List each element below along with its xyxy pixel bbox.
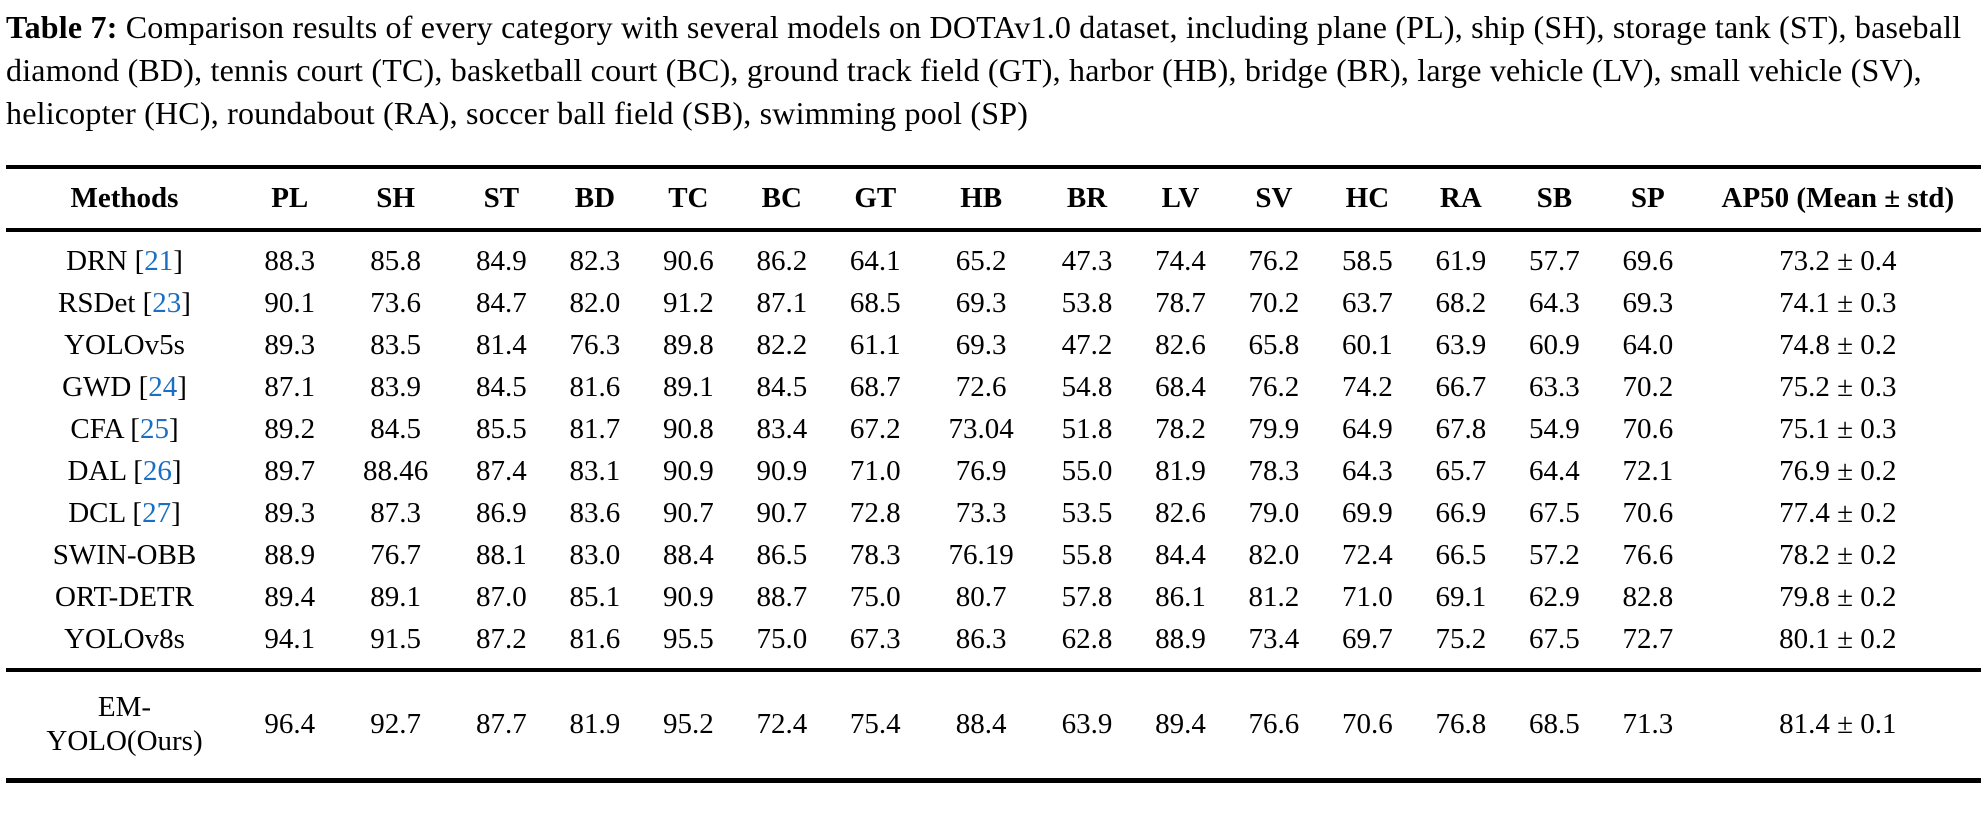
metric-cell: 70.2	[1622, 371, 1674, 403]
metric-cell: 72.4	[1342, 539, 1393, 571]
metric-cell: 87.0	[476, 581, 527, 613]
metric-cell: 86.1	[1155, 581, 1206, 613]
metric-cell: 64.0	[1622, 329, 1674, 361]
method-cell	[6, 618, 243, 670]
metric-cell: 76.8	[1414, 670, 1507, 781]
column-header: TC	[642, 167, 735, 230]
metric-cell: 68.2	[1435, 287, 1487, 319]
metric-cell: 64.1	[849, 245, 901, 277]
table-row	[6, 576, 1981, 618]
metric-cell: 76.2	[1248, 245, 1300, 277]
metric-cell: 76.7	[370, 539, 421, 571]
metric-cell: 72.8	[849, 497, 901, 529]
metric-cell: 83.1	[569, 455, 621, 487]
table-body	[6, 230, 1981, 781]
metric-cell: 76.6	[1227, 670, 1320, 781]
column-header: ST	[455, 167, 548, 230]
metric-cell: 65.2	[955, 245, 1007, 277]
table-row	[6, 450, 1981, 492]
metric-cell: 68.7	[849, 371, 901, 403]
metric-cell: 76.6	[1622, 539, 1674, 571]
citation-link[interactable]: 27	[142, 497, 172, 529]
metric-cell: 90.7	[756, 497, 808, 529]
metric-cell: 54.8	[1061, 371, 1113, 403]
metric-cell: 71.0	[849, 455, 901, 487]
citation-link[interactable]: 23	[152, 287, 182, 319]
table-row	[6, 324, 1981, 366]
citation-link[interactable]: 25	[139, 413, 169, 445]
metric-cell: 70.6	[1622, 413, 1674, 445]
metric-cell: 72.7	[1622, 623, 1674, 655]
metric-cell: 90.7	[662, 497, 714, 529]
method-name: YOLO(Ours)	[46, 725, 203, 757]
method-name: DCL	[68, 497, 126, 529]
method-cell	[6, 576, 243, 618]
metric-cell: 63.3	[1528, 371, 1580, 403]
metric-cell: 72.6	[955, 371, 1007, 403]
metric-cell: 87.1	[264, 371, 316, 403]
metric-cell: 65.7	[1435, 455, 1487, 487]
metric-cell: 66.7	[1435, 371, 1487, 403]
method-cell	[6, 450, 243, 492]
metric-cell: 78.7	[1155, 287, 1206, 319]
metric-cell: 76.19	[948, 539, 1014, 571]
table-row	[6, 670, 1981, 781]
column-header: AP50 (Mean ± std)	[1695, 167, 1981, 230]
metric-cell: 90.9	[756, 455, 808, 487]
table-row	[6, 230, 1981, 282]
citation-link[interactable]: 24	[148, 371, 178, 403]
metric-cell: 76.9	[955, 455, 1007, 487]
metric-cell: 75.4	[829, 670, 922, 781]
metric-cell: 91.5	[370, 623, 421, 655]
table-row	[6, 366, 1981, 408]
metric-cell: 89.1	[662, 371, 714, 403]
method-name: DRN	[66, 245, 128, 277]
metric-cell: 69.3	[1622, 287, 1674, 319]
metric-cell: 64.4	[1528, 455, 1580, 487]
metric-cell: 78.2	[1155, 413, 1206, 445]
metric-cell: 76.2	[1248, 371, 1300, 403]
metric-cell: 89.1	[370, 581, 421, 613]
metric-cell: 83.4	[756, 413, 808, 445]
metric-cell: 79.9	[1248, 413, 1300, 445]
metric-cell: 82.2	[756, 329, 808, 361]
metric-cell: 72.4	[735, 670, 828, 781]
metric-cell: 87.7	[455, 670, 548, 781]
citation-bracket: [25]	[123, 413, 179, 445]
metric-cell: 88.3	[264, 245, 316, 277]
metric-cell: 94.1	[264, 623, 316, 655]
results-table	[6, 165, 1981, 783]
metric-cell: 67.5	[1528, 623, 1580, 655]
metric-cell: 89.8	[662, 329, 714, 361]
metric-cell: 66.9	[1435, 497, 1487, 529]
metric-cell: 68.5	[1508, 670, 1601, 781]
citation-bracket: [27]	[125, 497, 181, 529]
column-header: HB	[922, 167, 1040, 230]
metric-cell: 67.3	[849, 623, 901, 655]
metric-cell: 88.46	[362, 455, 429, 487]
metric-cell: 63.9	[1040, 670, 1133, 781]
metric-cell: 87.1	[756, 287, 808, 319]
metric-cell: 55.8	[1061, 539, 1113, 571]
column-header: Methods	[6, 167, 243, 230]
table-caption	[6, 6, 1981, 135]
column-header: SV	[1227, 167, 1320, 230]
ap50-cell: 78.2 ± 0.2	[1779, 539, 1897, 571]
column-header: SH	[336, 167, 454, 230]
metric-cell: 64.9	[1342, 413, 1393, 445]
method-cell	[6, 534, 243, 576]
metric-cell: 71.3	[1601, 670, 1695, 781]
metric-cell: 85.5	[476, 413, 527, 445]
metric-cell: 84.5	[370, 413, 421, 445]
metric-cell: 86.5	[756, 539, 808, 571]
metric-cell: 91.2	[662, 287, 714, 319]
metric-cell: 72.1	[1622, 455, 1674, 487]
metric-cell: 83.5	[370, 329, 421, 361]
method-cell	[6, 324, 243, 366]
metric-cell: 73.04	[948, 413, 1014, 445]
metric-cell: 69.7	[1342, 623, 1393, 655]
metric-cell: 71.0	[1342, 581, 1393, 613]
ap50-cell: 77.4 ± 0.2	[1779, 497, 1897, 529]
metric-cell: 70.6	[1321, 670, 1414, 781]
method-cell	[6, 408, 243, 450]
method-name: YOLOv5s	[64, 329, 185, 361]
metric-cell: 86.9	[476, 497, 527, 529]
method-name: SWIN-OBB	[52, 539, 197, 571]
metric-cell: 75.0	[756, 623, 808, 655]
citation-bracket: [24]	[131, 371, 187, 403]
header-row	[6, 167, 1981, 230]
ap50-cell: 80.1 ± 0.2	[1779, 623, 1897, 655]
metric-cell: 84.4	[1155, 539, 1206, 571]
metric-cell: 88.4	[922, 670, 1040, 781]
table-row	[6, 492, 1981, 534]
metric-cell: 62.8	[1061, 623, 1113, 655]
metric-cell: 63.7	[1342, 287, 1393, 319]
metric-cell: 69.1	[1435, 581, 1487, 613]
metric-cell: 58.5	[1342, 245, 1393, 277]
metric-cell: 61.1	[849, 329, 901, 361]
metric-cell: 84.7	[476, 287, 527, 319]
column-header: BR	[1040, 167, 1133, 230]
metric-cell: 81.6	[569, 623, 621, 655]
method-name: YOLOv8s	[64, 623, 185, 655]
column-header: HC	[1321, 167, 1414, 230]
metric-cell: 88.4	[662, 539, 714, 571]
metric-cell: 57.8	[1061, 581, 1113, 613]
metric-cell: 81.7	[569, 413, 621, 445]
table-header	[6, 167, 1981, 230]
metric-cell: 76.3	[569, 329, 621, 361]
metric-cell: 66.5	[1435, 539, 1487, 571]
method-cell	[6, 282, 243, 324]
method-cell	[6, 492, 243, 534]
method-name: ORT-DETR	[55, 581, 194, 613]
citation-link[interactable]: 26	[142, 455, 172, 487]
metric-cell: 67.2	[849, 413, 901, 445]
metric-cell: 57.7	[1528, 245, 1580, 277]
column-header: LV	[1134, 167, 1227, 230]
metric-cell: 68.4	[1155, 371, 1206, 403]
metric-cell: 67.5	[1528, 497, 1580, 529]
citation-link[interactable]: 21	[144, 245, 174, 277]
metric-cell: 81.9	[1155, 455, 1206, 487]
metric-cell: 96.4	[243, 670, 336, 781]
metric-cell: 78.3	[849, 539, 901, 571]
metric-cell: 83.0	[569, 539, 621, 571]
metric-cell: 89.3	[264, 329, 316, 361]
ap50-cell: 74.1 ± 0.3	[1779, 287, 1897, 319]
metric-cell: 90.9	[662, 581, 714, 613]
metric-cell: 55.0	[1061, 455, 1113, 487]
metric-cell: 81.9	[548, 670, 641, 781]
metric-cell: 83.6	[569, 497, 621, 529]
metric-cell: 75.2	[1435, 623, 1487, 655]
table-caption-text: Comparison results of every category with several models on DOTAv1.0 dataset, including plane (PL), ship (SH), storage tank (ST), baseball diamond (BD), tennis court (TC), basketball court (BC), ground track field (GT), harbor (HB), bridge (BR), large vehicle (LV), small vehicle (SV), helicopter (HC), roundabout (RA), soccer ball field (SB), swimming pool (SP)	[6, 9, 1962, 131]
metric-cell: 89.7	[264, 455, 316, 487]
column-header: GT	[829, 167, 922, 230]
column-header: PL	[243, 167, 336, 230]
metric-cell: 79.0	[1248, 497, 1300, 529]
metric-cell: 86.3	[955, 623, 1007, 655]
column-header: BD	[548, 167, 641, 230]
citation-bracket: [21]	[127, 245, 183, 277]
metric-cell: 86.2	[756, 245, 808, 277]
metric-cell: 85.8	[370, 245, 421, 277]
metric-cell: 60.1	[1342, 329, 1393, 361]
table-row	[6, 282, 1981, 324]
metric-cell: 51.8	[1061, 413, 1113, 445]
metric-cell: 89.4	[1134, 670, 1227, 781]
method-cell	[6, 366, 243, 408]
metric-cell: 67.8	[1435, 413, 1487, 445]
metric-cell: 69.3	[955, 329, 1007, 361]
metric-cell: 69.6	[1622, 245, 1674, 277]
metric-cell: 70.6	[1622, 497, 1674, 529]
metric-cell: 73.4	[1248, 623, 1300, 655]
metric-cell: 81.6	[569, 371, 621, 403]
column-header: SB	[1508, 167, 1601, 230]
citation-bracket: [26]	[125, 455, 182, 487]
metric-cell: 82.6	[1155, 497, 1206, 529]
ap50-cell: 81.4 ± 0.1	[1695, 670, 1981, 781]
metric-cell: 69.9	[1342, 497, 1393, 529]
method-name: EM-	[97, 691, 152, 723]
metric-cell: 90.1	[264, 287, 316, 319]
metric-cell: 89.2	[264, 413, 316, 445]
ap50-cell: 74.8 ± 0.2	[1779, 329, 1897, 361]
metric-cell: 80.7	[955, 581, 1007, 613]
method-name: GWD	[62, 371, 132, 403]
metric-cell: 87.3	[370, 497, 421, 529]
metric-cell: 84.5	[476, 371, 527, 403]
metric-cell: 92.7	[336, 670, 454, 781]
metric-cell: 95.2	[642, 670, 735, 781]
metric-cell: 65.8	[1248, 329, 1300, 361]
method-cell	[6, 670, 243, 781]
metric-cell: 88.9	[264, 539, 316, 571]
metric-cell: 81.4	[476, 329, 527, 361]
metric-cell: 73.3	[955, 497, 1007, 529]
method-name: RSDet	[58, 287, 136, 319]
metric-cell: 47.3	[1061, 245, 1113, 277]
ap50-cell: 75.1 ± 0.3	[1779, 413, 1897, 445]
metric-cell: 95.5	[662, 623, 714, 655]
metric-cell: 54.9	[1528, 413, 1580, 445]
method-cell	[6, 230, 243, 282]
method-name: CFA	[70, 413, 124, 445]
table-row	[6, 618, 1981, 670]
metric-cell: 88.7	[756, 581, 808, 613]
metric-cell: 47.2	[1061, 329, 1113, 361]
metric-cell: 89.4	[264, 581, 316, 613]
column-header: SP	[1601, 167, 1695, 230]
metric-cell: 62.9	[1528, 581, 1580, 613]
metric-cell: 90.8	[662, 413, 714, 445]
metric-cell: 60.9	[1528, 329, 1580, 361]
metric-cell: 90.6	[662, 245, 714, 277]
metric-cell: 68.5	[849, 287, 901, 319]
metric-cell: 64.3	[1342, 455, 1393, 487]
metric-cell: 88.1	[476, 539, 527, 571]
column-header: BC	[735, 167, 828, 230]
table-caption-label: Table 7:	[6, 9, 118, 45]
metric-cell: 84.9	[476, 245, 527, 277]
metric-cell: 78.3	[1248, 455, 1300, 487]
column-header: RA	[1414, 167, 1507, 230]
method-name: DAL	[67, 455, 126, 487]
ap50-cell: 79.8 ± 0.2	[1779, 581, 1897, 613]
metric-cell: 84.5	[756, 371, 808, 403]
metric-cell: 53.8	[1061, 287, 1113, 319]
metric-cell: 87.2	[476, 623, 527, 655]
metric-cell: 57.2	[1528, 539, 1580, 571]
metric-cell: 85.1	[569, 581, 621, 613]
ap50-cell: 75.2 ± 0.3	[1779, 371, 1897, 403]
metric-cell: 88.9	[1155, 623, 1206, 655]
metric-cell: 74.2	[1342, 371, 1393, 403]
metric-cell: 83.9	[370, 371, 421, 403]
metric-cell: 89.3	[264, 497, 316, 529]
metric-cell: 82.6	[1155, 329, 1206, 361]
metric-cell: 73.6	[370, 287, 421, 319]
metric-cell: 61.9	[1435, 245, 1487, 277]
metric-cell: 82.3	[569, 245, 621, 277]
metric-cell: 81.2	[1248, 581, 1300, 613]
table-row	[6, 408, 1981, 450]
ap50-cell: 73.2 ± 0.4	[1779, 245, 1897, 277]
metric-cell: 75.0	[849, 581, 901, 613]
metric-cell: 82.0	[569, 287, 621, 319]
metric-cell: 87.4	[476, 455, 527, 487]
ap50-cell: 76.9 ± 0.2	[1779, 455, 1897, 487]
metric-cell: 90.9	[662, 455, 714, 487]
metric-cell: 69.3	[955, 287, 1007, 319]
table-row	[6, 534, 1981, 576]
metric-cell: 70.2	[1248, 287, 1300, 319]
metric-cell: 64.3	[1528, 287, 1580, 319]
metric-cell: 74.4	[1155, 245, 1206, 277]
citation-bracket: [23]	[135, 287, 191, 319]
metric-cell: 82.8	[1622, 581, 1674, 613]
metric-cell: 63.9	[1435, 329, 1487, 361]
metric-cell: 82.0	[1248, 539, 1300, 571]
metric-cell: 53.5	[1061, 497, 1113, 529]
